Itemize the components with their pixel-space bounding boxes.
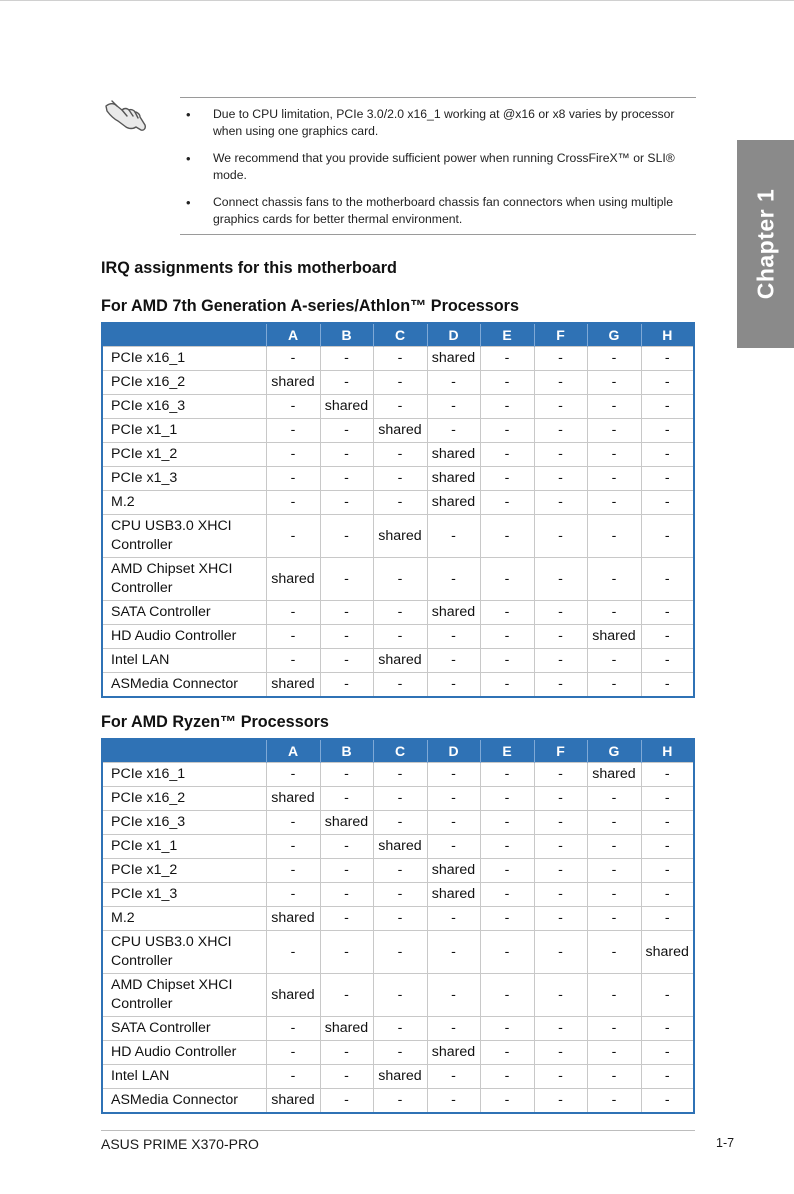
device-name-cell: PCIe x1_1 xyxy=(102,419,266,443)
irq-cell: - xyxy=(427,558,480,601)
irq-cell: - xyxy=(266,347,320,371)
irq-cell: - xyxy=(641,1065,694,1089)
table-row xyxy=(102,371,694,395)
header-cell-irq: G xyxy=(587,323,641,347)
header-cell-irq: H xyxy=(641,323,694,347)
irq-cell: - xyxy=(427,625,480,649)
irq-cell: - xyxy=(587,395,641,419)
irq-cell: - xyxy=(641,787,694,811)
irq-cell: - xyxy=(480,443,534,467)
irq-cell: - xyxy=(320,1089,373,1114)
irq-cell: - xyxy=(534,558,587,601)
irq-table-amd-ryzen xyxy=(101,738,695,1114)
irq-cell: - xyxy=(320,558,373,601)
irq-cell: - xyxy=(320,787,373,811)
irq-cell: shared xyxy=(266,907,320,931)
irq-cell: shared xyxy=(427,601,480,625)
irq-cell: - xyxy=(320,931,373,974)
irq-cell: shared xyxy=(266,787,320,811)
irq-cell: - xyxy=(641,907,694,931)
irq-cell: - xyxy=(480,491,534,515)
irq-cell: shared xyxy=(587,625,641,649)
irq-cell: - xyxy=(480,371,534,395)
irq-cell: shared xyxy=(427,467,480,491)
irq-cell: - xyxy=(320,763,373,787)
irq-cell: - xyxy=(320,907,373,931)
irq-cell: - xyxy=(641,1017,694,1041)
irq-cell: - xyxy=(587,1041,641,1065)
device-name-cell: M.2 xyxy=(102,491,266,515)
irq-cell: - xyxy=(587,443,641,467)
irq-cell: - xyxy=(641,974,694,1017)
note-item: • Connect chassis fans to the motherboard chassis fan connectors when using multiple graphics cards for better thermal environment. xyxy=(180,194,696,228)
irq-cell: - xyxy=(534,419,587,443)
irq-cell: - xyxy=(587,787,641,811)
table-row xyxy=(102,347,694,371)
irq-cell: - xyxy=(587,835,641,859)
irq-cell: - xyxy=(373,1089,427,1114)
irq-cell: - xyxy=(534,491,587,515)
irq-cell: - xyxy=(373,467,427,491)
table-row xyxy=(102,859,694,883)
header-cell-device xyxy=(102,739,266,763)
irq-cell: shared xyxy=(641,931,694,974)
irq-cell: shared xyxy=(427,491,480,515)
irq-cell: - xyxy=(587,1065,641,1089)
irq-cell: - xyxy=(266,649,320,673)
irq-cell: - xyxy=(480,347,534,371)
irq-cell: - xyxy=(427,649,480,673)
irq-cell: shared xyxy=(266,673,320,698)
irq-cell: - xyxy=(320,1041,373,1065)
irq-cell: - xyxy=(480,787,534,811)
irq-cell: - xyxy=(266,1017,320,1041)
irq-cell: - xyxy=(373,787,427,811)
irq-cell: - xyxy=(587,419,641,443)
irq-cell: - xyxy=(427,787,480,811)
irq-cell: - xyxy=(587,907,641,931)
irq-cell: - xyxy=(641,395,694,419)
device-name-cell: Intel LAN xyxy=(102,649,266,673)
table-row xyxy=(102,787,694,811)
irq-cell: - xyxy=(587,371,641,395)
irq-cell: - xyxy=(373,601,427,625)
irq-cell: shared xyxy=(320,811,373,835)
irq-cell: - xyxy=(480,395,534,419)
irq-cell: shared xyxy=(427,347,480,371)
irq-cell: - xyxy=(534,1017,587,1041)
irq-cell: shared xyxy=(427,859,480,883)
table-header-row xyxy=(102,323,694,347)
irq-cell: - xyxy=(373,558,427,601)
irq-cell: - xyxy=(427,419,480,443)
table-row xyxy=(102,491,694,515)
irq-cell: - xyxy=(266,835,320,859)
irq-cell: - xyxy=(641,859,694,883)
irq-cell: - xyxy=(534,649,587,673)
irq-cell: - xyxy=(320,443,373,467)
irq-cell: - xyxy=(266,859,320,883)
irq-cell: - xyxy=(373,625,427,649)
irq-cell: - xyxy=(534,763,587,787)
irq-cell: - xyxy=(587,811,641,835)
irq-cell: - xyxy=(641,649,694,673)
irq-cell: - xyxy=(480,515,534,558)
irq-cell: - xyxy=(534,974,587,1017)
irq-cell: - xyxy=(320,515,373,558)
irq-cell: - xyxy=(320,883,373,907)
header-cell-device xyxy=(102,323,266,347)
irq-cell: - xyxy=(320,673,373,698)
header-cell-irq: A xyxy=(266,739,320,763)
irq-cell: - xyxy=(427,763,480,787)
header-cell-irq: F xyxy=(534,739,587,763)
irq-cell: - xyxy=(587,673,641,698)
device-name-cell: PCIe x16_1 xyxy=(102,763,266,787)
irq-cell: - xyxy=(534,835,587,859)
irq-cell: shared xyxy=(320,1017,373,1041)
device-name-cell: PCIe x1_2 xyxy=(102,859,266,883)
irq-cell: - xyxy=(320,491,373,515)
irq-cell: - xyxy=(480,931,534,974)
irq-cell: - xyxy=(641,419,694,443)
irq-cell: shared xyxy=(373,515,427,558)
irq-cell: - xyxy=(480,1089,534,1114)
table-row xyxy=(102,883,694,907)
irq-cell: - xyxy=(266,467,320,491)
irq-cell: - xyxy=(641,491,694,515)
irq-cell: - xyxy=(534,811,587,835)
irq-cell: - xyxy=(373,883,427,907)
irq-cell: - xyxy=(587,883,641,907)
irq-cell: - xyxy=(320,649,373,673)
irq-cell: - xyxy=(641,625,694,649)
device-name-cell: PCIe x1_3 xyxy=(102,467,266,491)
irq-cell: - xyxy=(373,811,427,835)
irq-cell: - xyxy=(373,1041,427,1065)
device-name-cell: AMD Chipset XHCI Controller xyxy=(102,974,266,1017)
irq-cell: - xyxy=(480,859,534,883)
irq-cell: - xyxy=(534,907,587,931)
irq-cell: - xyxy=(641,467,694,491)
device-name-cell: SATA Controller xyxy=(102,601,266,625)
irq-cell: - xyxy=(320,625,373,649)
irq-cell: - xyxy=(587,347,641,371)
irq-cell: - xyxy=(534,787,587,811)
irq-cell: - xyxy=(534,1065,587,1089)
irq-cell: - xyxy=(480,1041,534,1065)
irq-cell: - xyxy=(587,1089,641,1114)
irq-cell: - xyxy=(427,1017,480,1041)
irq-cell: - xyxy=(427,371,480,395)
device-name-cell: PCIe x16_2 xyxy=(102,371,266,395)
irq-cell: - xyxy=(373,1017,427,1041)
header-cell-irq: C xyxy=(373,323,427,347)
irq-cell: - xyxy=(266,1065,320,1089)
table-row xyxy=(102,467,694,491)
page-top-rule xyxy=(0,0,794,1)
irq-cell: - xyxy=(373,443,427,467)
device-name-cell: PCIe x1_1 xyxy=(102,835,266,859)
irq-cell: shared xyxy=(266,371,320,395)
table-row xyxy=(102,1017,694,1041)
device-name-cell: PCIe x1_3 xyxy=(102,883,266,907)
device-name-cell: M.2 xyxy=(102,907,266,931)
irq-cell: - xyxy=(320,347,373,371)
irq-cell: - xyxy=(534,443,587,467)
device-name-cell: AMD Chipset XHCI Controller xyxy=(102,558,266,601)
irq-cell: - xyxy=(266,419,320,443)
irq-cell: - xyxy=(480,601,534,625)
table-row xyxy=(102,763,694,787)
irq-cell: - xyxy=(373,907,427,931)
irq-cell: shared xyxy=(373,1065,427,1089)
irq-cell: - xyxy=(534,1041,587,1065)
table-row xyxy=(102,1041,694,1065)
chapter-tab-label: Chapter 1 xyxy=(752,188,778,300)
note-item: • Due to CPU limitation, PCIe 3.0/2.0 x16_1 working at @x16 or x8 varies by processor when using one graphics card. xyxy=(180,106,696,140)
irq-cell: - xyxy=(641,558,694,601)
irq-cell: - xyxy=(373,859,427,883)
irq-cell: - xyxy=(587,649,641,673)
irq-cell: - xyxy=(534,1089,587,1114)
header-cell-irq: A xyxy=(266,323,320,347)
device-name-cell: SATA Controller xyxy=(102,1017,266,1041)
header-cell-irq: C xyxy=(373,739,427,763)
irq-cell: shared xyxy=(427,443,480,467)
irq-cell: shared xyxy=(587,763,641,787)
header-cell-irq: B xyxy=(320,739,373,763)
irq-cell: - xyxy=(480,625,534,649)
irq-cell: shared xyxy=(373,419,427,443)
irq-cell: - xyxy=(266,625,320,649)
irq-cell: - xyxy=(320,859,373,883)
irq-cell: - xyxy=(320,974,373,1017)
irq-cell: - xyxy=(320,835,373,859)
irq-table-amd-7th-gen xyxy=(101,322,695,698)
device-name-cell: PCIe x16_3 xyxy=(102,395,266,419)
irq-cell: - xyxy=(373,347,427,371)
irq-cell: shared xyxy=(266,1089,320,1114)
footer-page-number: 1-7 xyxy=(716,1136,735,1150)
header-cell-irq: E xyxy=(480,739,534,763)
irq-cell: - xyxy=(587,558,641,601)
table-row xyxy=(102,1089,694,1114)
irq-cell: shared xyxy=(373,649,427,673)
irq-cell: - xyxy=(373,371,427,395)
irq-cell: - xyxy=(373,491,427,515)
irq-cell: shared xyxy=(266,558,320,601)
irq-cell: - xyxy=(480,1017,534,1041)
device-name-cell: ASMedia Connector xyxy=(102,1089,266,1114)
irq-cell: - xyxy=(266,1041,320,1065)
irq-cell: - xyxy=(587,974,641,1017)
header-cell-irq: E xyxy=(480,323,534,347)
table-row xyxy=(102,811,694,835)
table-header-row xyxy=(102,739,694,763)
irq-cell: - xyxy=(480,907,534,931)
device-name-cell: HD Audio Controller xyxy=(102,625,266,649)
table-row xyxy=(102,443,694,467)
irq-cell: - xyxy=(534,395,587,419)
header-cell-irq: F xyxy=(534,323,587,347)
irq-cell: - xyxy=(587,467,641,491)
irq-cell: - xyxy=(534,515,587,558)
device-name-cell: Intel LAN xyxy=(102,1065,266,1089)
irq-cell: - xyxy=(373,673,427,698)
irq-cell: - xyxy=(480,558,534,601)
irq-cell: - xyxy=(373,931,427,974)
irq-cell: - xyxy=(427,907,480,931)
irq-cell: - xyxy=(534,883,587,907)
table-row xyxy=(102,835,694,859)
footer-rule xyxy=(101,1130,695,1131)
irq-cell: - xyxy=(587,515,641,558)
irq-cell: - xyxy=(266,491,320,515)
irq-cell: - xyxy=(373,763,427,787)
irq-cell: - xyxy=(534,859,587,883)
irq-cell: - xyxy=(266,931,320,974)
irq-cell: - xyxy=(641,515,694,558)
irq-cell: - xyxy=(266,763,320,787)
table-row xyxy=(102,974,694,1017)
irq-cell: - xyxy=(641,835,694,859)
section-title: IRQ assignments for this motherboard xyxy=(101,259,397,277)
irq-cell: - xyxy=(534,601,587,625)
irq-cell: shared xyxy=(320,395,373,419)
table-row xyxy=(102,625,694,649)
irq-cell: - xyxy=(641,763,694,787)
device-name-cell: HD Audio Controller xyxy=(102,1041,266,1065)
irq-cell: - xyxy=(320,467,373,491)
irq-cell: - xyxy=(641,883,694,907)
irq-cell: - xyxy=(641,1041,694,1065)
header-cell-irq: B xyxy=(320,323,373,347)
table-row xyxy=(102,907,694,931)
header-cell-irq: D xyxy=(427,739,480,763)
header-cell-irq: H xyxy=(641,739,694,763)
device-name-cell: PCIe x16_3 xyxy=(102,811,266,835)
irq-cell: - xyxy=(641,601,694,625)
irq-cell: - xyxy=(587,601,641,625)
device-name-cell: ASMedia Connector xyxy=(102,673,266,698)
irq-cell: - xyxy=(427,395,480,419)
irq-cell: - xyxy=(641,371,694,395)
pointing-hand-icon xyxy=(100,97,150,137)
irq-cell: - xyxy=(480,835,534,859)
irq-cell: - xyxy=(427,1065,480,1089)
irq-cell: - xyxy=(266,515,320,558)
chapter-tab xyxy=(737,140,794,348)
irq-cell: - xyxy=(427,835,480,859)
irq-cell: - xyxy=(534,673,587,698)
irq-cell: - xyxy=(266,811,320,835)
irq-cell: - xyxy=(534,371,587,395)
irq-cell: - xyxy=(266,601,320,625)
device-name-cell: CPU USB3.0 XHCI Controller xyxy=(102,515,266,558)
header-cell-irq: D xyxy=(427,323,480,347)
irq-cell: - xyxy=(587,859,641,883)
irq-cell: - xyxy=(534,625,587,649)
table-row xyxy=(102,395,694,419)
irq-cell: - xyxy=(373,395,427,419)
device-name-cell: PCIe x16_1 xyxy=(102,347,266,371)
footer-product-name: ASUS PRIME X370-PRO xyxy=(101,1136,259,1152)
irq-cell: - xyxy=(480,419,534,443)
table-row xyxy=(102,931,694,974)
irq-cell: - xyxy=(427,931,480,974)
table-row xyxy=(102,1065,694,1089)
table-row xyxy=(102,673,694,698)
irq-cell: shared xyxy=(427,1041,480,1065)
irq-cell: - xyxy=(641,443,694,467)
irq-cell: - xyxy=(427,811,480,835)
table-row xyxy=(102,515,694,558)
table-row xyxy=(102,601,694,625)
irq-cell: - xyxy=(480,974,534,1017)
irq-cell: - xyxy=(320,1065,373,1089)
table-title: For AMD Ryzen™ Processors xyxy=(101,713,329,731)
irq-cell: - xyxy=(320,601,373,625)
table-row xyxy=(102,649,694,673)
table-row xyxy=(102,558,694,601)
irq-cell: - xyxy=(427,1089,480,1114)
device-name-cell: PCIe x1_2 xyxy=(102,443,266,467)
irq-cell: - xyxy=(480,883,534,907)
irq-cell: - xyxy=(587,1017,641,1041)
irq-cell: - xyxy=(266,883,320,907)
note-box xyxy=(180,97,696,235)
device-name-cell: PCIe x16_2 xyxy=(102,787,266,811)
irq-cell: - xyxy=(427,974,480,1017)
irq-cell: shared xyxy=(266,974,320,1017)
irq-cell: - xyxy=(480,673,534,698)
irq-cell: - xyxy=(480,1065,534,1089)
table-row xyxy=(102,419,694,443)
table-title: For AMD 7th Generation A-series/Athlon™ Processors xyxy=(101,297,519,315)
irq-cell: - xyxy=(373,974,427,1017)
irq-cell: shared xyxy=(427,883,480,907)
irq-cell: - xyxy=(266,395,320,419)
irq-cell: - xyxy=(480,649,534,673)
irq-cell: - xyxy=(534,347,587,371)
irq-cell: - xyxy=(320,419,373,443)
irq-cell: - xyxy=(641,673,694,698)
irq-cell: - xyxy=(427,673,480,698)
irq-cell: - xyxy=(587,931,641,974)
note-item: • We recommend that you provide sufficient power when running CrossFireX™ or SLI® mode. xyxy=(180,150,696,184)
irq-cell: - xyxy=(641,811,694,835)
irq-cell: shared xyxy=(373,835,427,859)
header-cell-irq: G xyxy=(587,739,641,763)
irq-cell: - xyxy=(320,371,373,395)
irq-cell: - xyxy=(641,347,694,371)
irq-cell: - xyxy=(534,467,587,491)
irq-cell: - xyxy=(641,1089,694,1114)
irq-cell: - xyxy=(266,443,320,467)
irq-cell: - xyxy=(534,931,587,974)
irq-cell: - xyxy=(480,811,534,835)
irq-cell: - xyxy=(480,467,534,491)
device-name-cell: CPU USB3.0 XHCI Controller xyxy=(102,931,266,974)
irq-cell: - xyxy=(587,491,641,515)
irq-cell: - xyxy=(480,763,534,787)
irq-cell: - xyxy=(427,515,480,558)
